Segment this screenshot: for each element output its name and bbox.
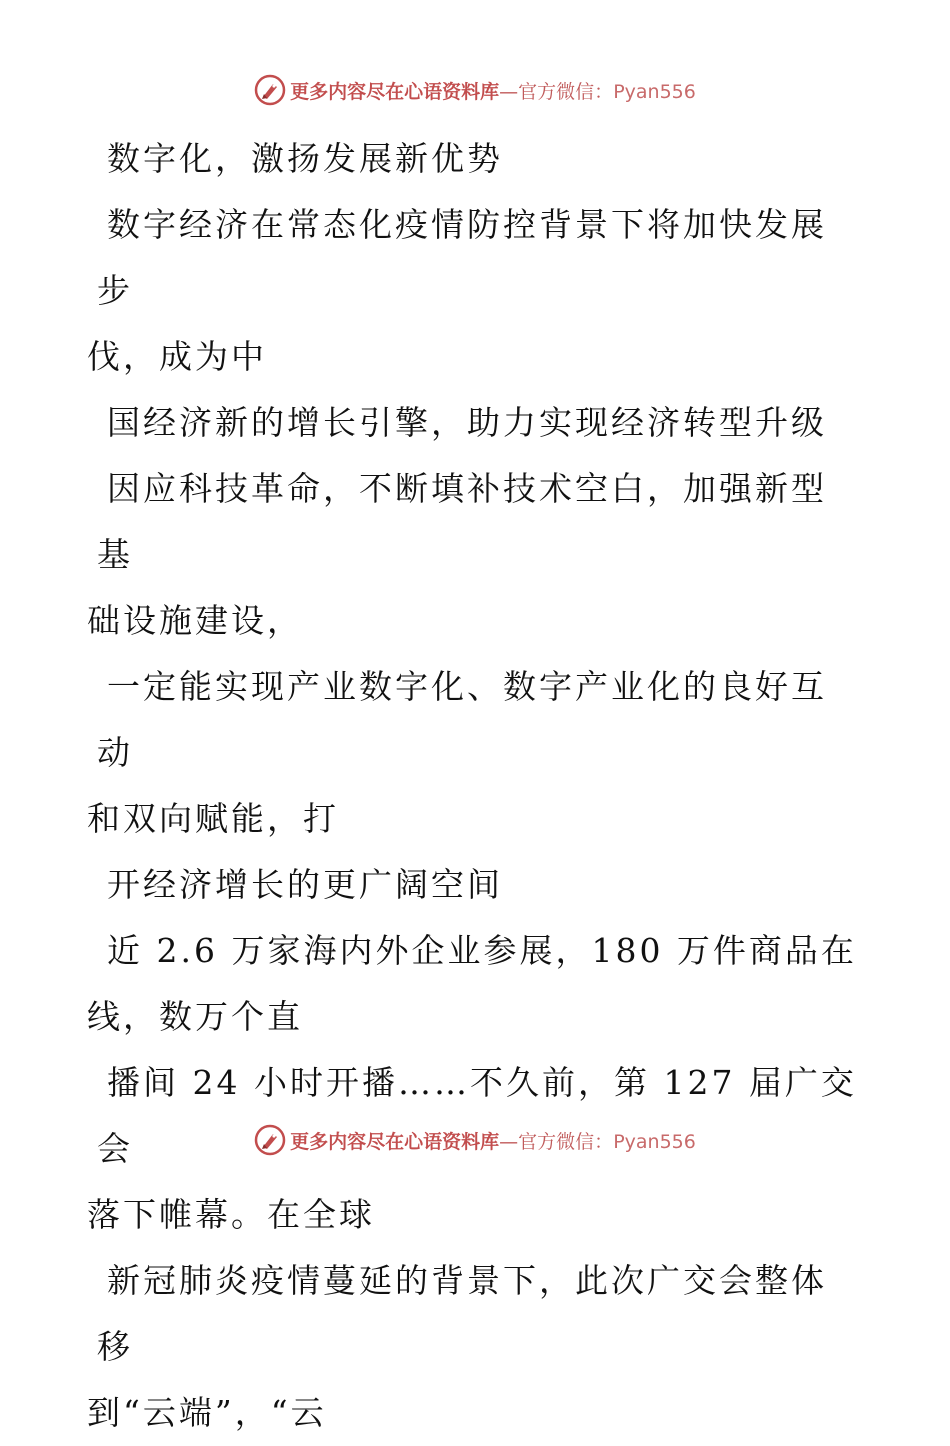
paragraph (87, 654, 857, 852)
paragraph-line: 新冠肺炎疫情蔓延的背景下，此次广交会整体移 (97, 1261, 827, 1366)
paragraph-line: 础设施建设， (87, 601, 303, 640)
watermark-text (290, 1127, 696, 1154)
watermark-text (290, 77, 696, 104)
watermark-main: 更多内容尽在心语资料库 (290, 1130, 500, 1153)
paragraph-line: 伐，成为中 (87, 337, 267, 376)
paragraph (87, 918, 857, 1050)
paragraph-line: 因应科技革命，不断填补技术空白，加强新型基 (97, 469, 827, 574)
pen-nib-logo-icon (254, 74, 286, 106)
paragraph (87, 1248, 857, 1446)
paragraph-line: 播间 24 小时开播……不久前，第 127 届广交会 (97, 1063, 857, 1168)
paragraph (87, 192, 857, 390)
paragraph (97, 852, 857, 918)
paragraph-line: 一定能实现产业数字化、数字产业化的良好互动 (97, 667, 827, 772)
watermark-dash: — (499, 1130, 519, 1153)
paragraph-line: 开经济增长的更广阔空间 (107, 865, 503, 904)
watermark-wechat-id: Pyan556 (613, 80, 696, 103)
paragraph (97, 126, 857, 192)
paragraph-line: 数字经济在常态化疫情防控背景下将加快发展步 (97, 205, 827, 310)
watermark-wechat-label: 官方微信： (518, 1130, 614, 1153)
paragraph-line: 落下帷幕。在全球 (87, 1195, 375, 1234)
header-watermark (0, 70, 950, 110)
watermark-main: 更多内容尽在心语资料库 (290, 80, 500, 103)
pen-nib-logo-icon (254, 1124, 286, 1156)
paragraph-line: 数字化，激扬发展新优势 (107, 139, 503, 178)
paragraph (97, 390, 857, 456)
footer-watermark (0, 1120, 950, 1160)
watermark-wechat-label: 官方微信： (518, 80, 614, 103)
paragraph-line: 国经济新的增长引擎，助力实现经济转型升级 (107, 403, 827, 442)
watermark-dash: — (499, 80, 519, 103)
document-body (87, 126, 857, 1446)
paragraph (87, 456, 857, 654)
paragraph-line: 线，数万个直 (87, 997, 303, 1036)
paragraph-line: 近 2.6 万家海内外企业参展，180 万件商品在 (107, 931, 857, 970)
paragraph-line: 和双向赋能，打 (87, 799, 339, 838)
paragraph-line: 到“云端”，“云 (87, 1393, 327, 1432)
watermark-wechat-id: Pyan556 (613, 1130, 696, 1153)
